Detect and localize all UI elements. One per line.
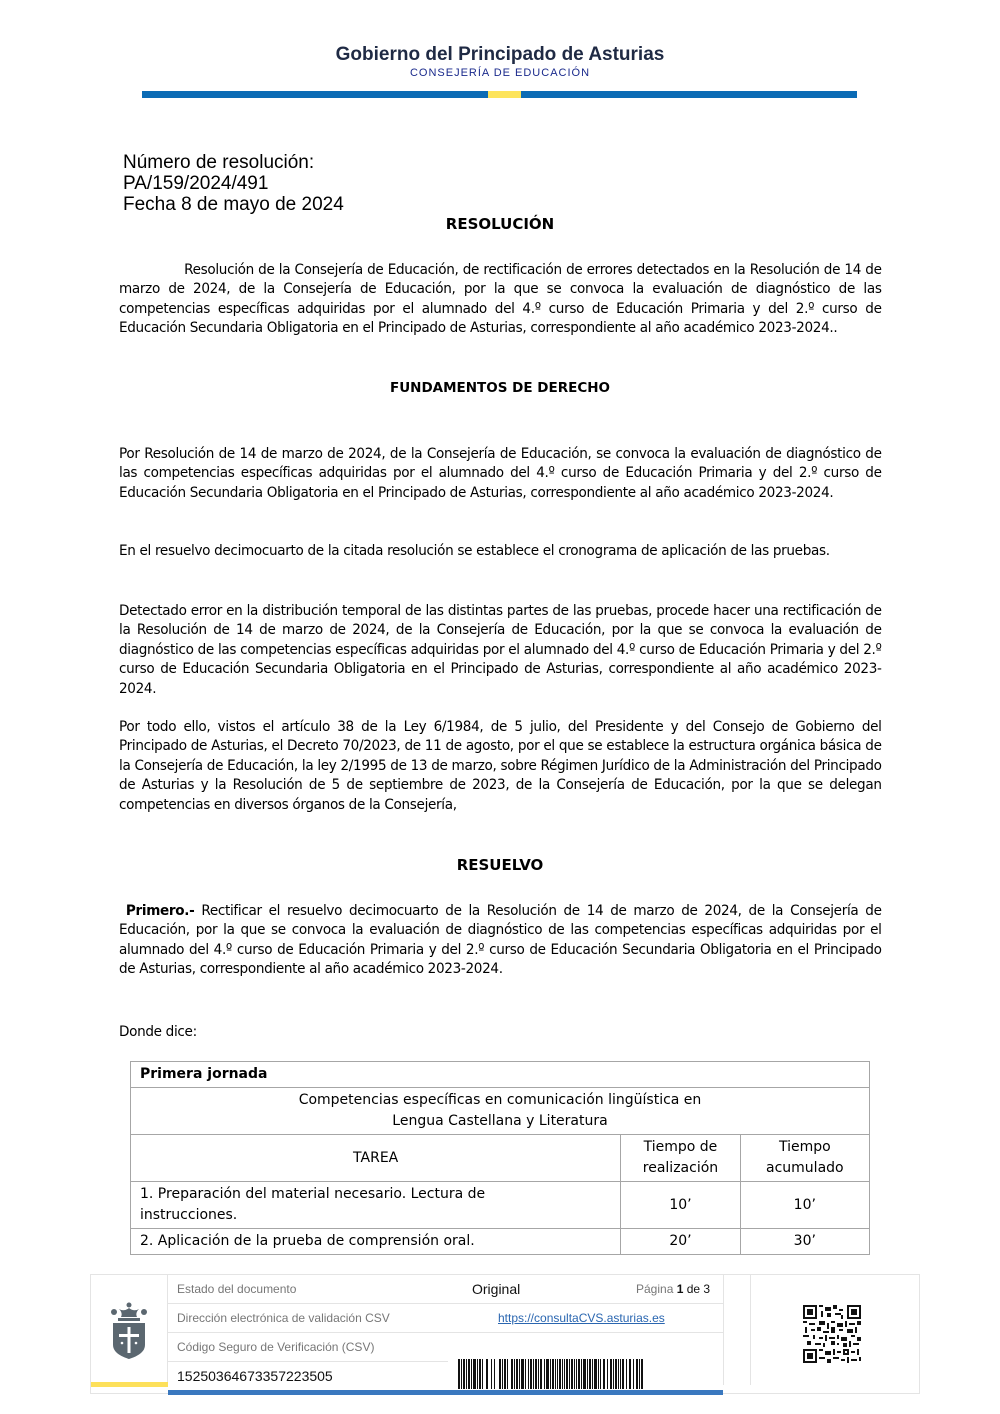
csv-code: 15250364673357223505 <box>177 1368 333 1384</box>
estado-value: Original <box>472 1281 521 1297</box>
resuelvo-heading: RESUELVO <box>456 856 544 874</box>
col-header-realizacion-line1: Tiempo de <box>643 1139 718 1155</box>
table-subject <box>131 1088 870 1135</box>
estado-row <box>168 1275 723 1304</box>
row-acumulado: 30’ <box>740 1229 869 1255</box>
fundamento-paragraph-3: Detectado error en la distribución temporal de las distintas partes de las pruebas, procede hacer una rectificación de la Resolución de 14 de marzo de 2024, de la Consejería de Educación, por la que se convoca la evaluación de diagnóstico de las competencias específicas adquiridas por el alumnado del 4.º curso de Educación Primaria y del 2.º curso de Educación Secundaria Obligatoria en el Principado de Asturias, correspondiente al año académico 2023-2024. <box>119 602 882 697</box>
fundamento-paragraph-1: Por Resolución de 14 de marzo de 2024, de la Consejería de Educación, se convoca la evaluación de diagnóstico de las competencias específicas adquiridas por el alumnado del 4.º curso de Educación Primaria y del 2.º curso de Educación Secundaria Obligatoria en el Principado de Asturias, correspondiente al año académico 2023-2024. <box>119 445 882 501</box>
schedule-table <box>130 1061 870 1255</box>
row-realizacion: 20’ <box>621 1229 740 1255</box>
col-header-realizacion-line2: realización <box>642 1160 719 1176</box>
table-row <box>131 1182 870 1229</box>
numero-value: PA/159/2024/491 <box>123 173 269 194</box>
estado-label: Estado del documento <box>177 1282 297 1296</box>
fundamento-paragraph-4: Por todo ello, vistos el artículo 38 de la Ley 6/1984, de 5 julio, del Presidente y del Consejo de Gobierno del Principado de Asturias, el Decreto 70/2023, de 11 de agosto, por el que se establece la estructura orgánica básica de la Consejería de Educación, la ley 2/1995 de 13 de marzo, sobre Régimen Jurídico de la Administración del Principado de Asturias y la Resolución de 5 de septiembre de 2023, de la Consejería de Educación, por la que se delegan competencias en diversos órganos de la Consejería, <box>119 718 882 813</box>
row-realizacion: 10’ <box>621 1182 740 1229</box>
primero-label: Primero.- <box>125 902 195 919</box>
primero-text: Rectificar el resuelvo decimocuarto de la Resolución de 14 de marzo de 2024, de la Consejería de Educación, por la que se convoca la evaluación de diagnóstico de las competencias específicas adquiridas por el alumnado del 4.º curso de Educación Primaria y del 2.º curso de Educación Secundaria Obligatoria en el Principado de Asturias, correspondiente al año académico 2023-2024. <box>119 902 882 978</box>
csv-code-row <box>168 1361 448 1390</box>
header-bar-accent <box>488 91 521 98</box>
donde-dice: Donde dice: <box>119 1023 197 1040</box>
fundamento-paragraph-2: En el resuelvo decimocuarto de la citada resolución se establece el cronograma de aplicación de las pruebas. <box>119 542 830 559</box>
col-header-acumulado <box>740 1135 869 1182</box>
table-header-row <box>131 1135 870 1182</box>
table-row <box>131 1229 870 1255</box>
subject-line-1: Competencias específicas en comunicación lingüística en <box>298 1092 702 1108</box>
verification-fields <box>168 1275 723 1390</box>
doc-title: RESOLUCIÓN <box>445 215 555 233</box>
csv-label: Código Seguro de Verificación (CSV) <box>177 1340 375 1354</box>
resolution-metadata <box>123 152 344 215</box>
csv-dir-label: Dirección electrónica de validación CSV <box>177 1311 390 1325</box>
barcode-icon <box>458 1359 643 1389</box>
fecha: Fecha 8 de mayo de 2024 <box>123 194 344 215</box>
header-title: Gobierno del Principado de Asturias <box>335 44 665 65</box>
table-title: Primera jornada <box>131 1062 870 1088</box>
col-header-acumulado-line1: Tiempo <box>778 1139 831 1155</box>
page-indicator <box>636 1282 710 1296</box>
pagina-total: de 3 <box>686 1282 711 1296</box>
row-tarea: 1. Preparación del material necesario. Lectura de instrucciones. <box>131 1182 621 1229</box>
row-acumulado: 10’ <box>740 1182 869 1229</box>
col-header-realizacion <box>621 1135 740 1182</box>
col-header-tarea: TAREA <box>131 1135 621 1182</box>
csv-dir-row <box>168 1304 723 1333</box>
qr-code-icon <box>803 1305 861 1363</box>
subject-line-2: Lengua Castellana y Literatura <box>392 1113 608 1129</box>
pagina-label: Página <box>636 1282 674 1296</box>
header-bar <box>142 91 857 98</box>
verification-footer <box>90 1274 920 1394</box>
primero-paragraph <box>119 901 882 979</box>
footer-spacer <box>723 1275 751 1385</box>
csv-label-row <box>168 1333 723 1361</box>
row-tarea: 2. Aplicación de la prueba de comprensión oral. <box>131 1229 621 1255</box>
numero-label: Número de resolución: <box>123 152 315 173</box>
csv-url-link[interactable]: https://consultaCVS.asturias.es <box>498 1311 665 1325</box>
footer-yellow-bar <box>91 1382 168 1387</box>
logo-cell <box>91 1275 168 1385</box>
footer-blue-bar <box>168 1390 723 1395</box>
header-subtitle: CONSEJERÍA DE EDUCACIÓN <box>409 67 591 79</box>
intro-paragraph: Resolución de la Consejería de Educación, de rectificación de errores detectados en la Resolución de 14 de marzo de 2024, de la Consejería de Educación, por la que se convoca la evaluación de diagnóstico de las competencias específicas adquiridas por el alumnado del 4.º curso de Educación Primaria y del 2.º curso de Educación Secundaria Obligatoria en el Principado de Asturias, correspondiente al año académico 2023-2024.. <box>119 261 882 337</box>
fundamentos-heading: FUNDAMENTOS DE DERECHO <box>389 380 611 396</box>
table-subject-row <box>131 1088 870 1135</box>
asturias-coat-of-arms-icon <box>109 1301 149 1361</box>
table-title-row <box>131 1062 870 1088</box>
pagina-num: 1 <box>676 1282 684 1296</box>
col-header-acumulado-line2: acumulado <box>766 1160 844 1176</box>
